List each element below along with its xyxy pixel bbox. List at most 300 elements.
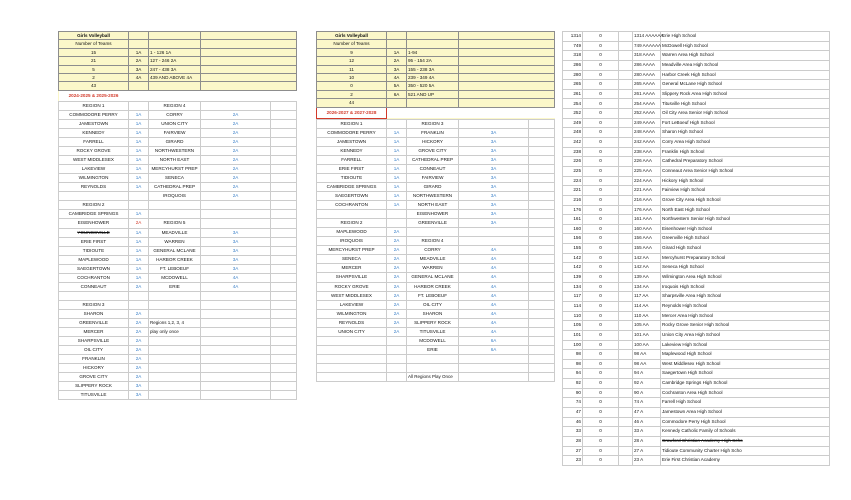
school-name <box>149 210 201 219</box>
cell <box>529 155 555 164</box>
class-label: 2A <box>387 237 407 246</box>
note-text: Regions 1,2, 3, 4 <box>149 318 201 327</box>
team-count-row <box>59 48 297 56</box>
region-row <box>59 138 297 147</box>
cell <box>619 60 633 70</box>
enrollment-row <box>563 359 830 369</box>
school-name: CORRY <box>149 110 201 119</box>
cell <box>387 32 407 40</box>
cell <box>271 318 297 327</box>
school-name: GIRARD <box>149 138 201 147</box>
class-label: 1A <box>129 156 149 165</box>
region-row <box>59 165 297 174</box>
class-key: 134 AA <box>633 282 661 292</box>
cell <box>619 340 633 350</box>
school-name: Commodore Perry High School <box>661 417 830 427</box>
school-name <box>317 345 387 354</box>
class-label: 3A <box>129 391 149 400</box>
class-label: 2A <box>387 273 407 282</box>
school-name: Grove City Area High School <box>661 195 830 205</box>
enrollment: 261 <box>563 89 583 99</box>
region-row <box>317 173 555 182</box>
enrollment-row <box>563 128 830 138</box>
school-name: Union City Area High School <box>661 330 830 340</box>
enrollment-row <box>563 80 830 90</box>
school-name: CONNEAUT <box>407 164 459 173</box>
cell <box>619 195 633 205</box>
cell <box>619 234 633 244</box>
region-row <box>317 327 555 336</box>
cell <box>459 82 555 90</box>
region-row <box>59 147 297 156</box>
region-row <box>59 309 297 318</box>
class-label: 3A <box>459 182 529 191</box>
enrollment: 286 <box>563 60 583 70</box>
region-row <box>59 119 297 128</box>
school-name: WILMINGTON <box>317 309 387 318</box>
school-name <box>149 373 201 382</box>
school-name: West Middlesex High School <box>661 359 830 369</box>
class-label: 3A <box>201 264 271 273</box>
school-name <box>59 192 129 201</box>
cell <box>619 407 633 417</box>
class-label: 2A <box>387 228 407 237</box>
region-row <box>59 355 297 364</box>
cell <box>271 183 297 192</box>
class-label: 2A <box>129 373 149 382</box>
cell <box>407 40 459 48</box>
enrollment: 98 <box>563 350 583 360</box>
region-heading: REGION 4 <box>149 101 201 110</box>
class-label <box>387 119 407 128</box>
cell <box>149 90 201 101</box>
region-row <box>317 246 555 255</box>
class-label <box>201 101 271 110</box>
cell <box>407 32 459 40</box>
zero-value: 0 <box>583 263 619 273</box>
school-name: ERIE FIRST <box>317 164 387 173</box>
cell <box>619 282 633 292</box>
class-label: 2A <box>201 138 271 147</box>
school-name: CATHEDRAL PREP <box>407 155 459 164</box>
cell <box>201 32 297 40</box>
class-label: 3A <box>459 146 529 155</box>
class-label: 1A <box>129 147 149 156</box>
class-key: 98 AA <box>633 359 661 369</box>
cell <box>271 373 297 382</box>
class-label: 1A <box>387 137 407 146</box>
class-key: 139 AA <box>633 273 661 283</box>
enrollment: 23 <box>563 456 583 466</box>
zero-value: 0 <box>583 330 619 340</box>
class-label: 2A <box>129 309 149 318</box>
cell <box>529 318 555 327</box>
team-count: 21 <box>59 57 129 65</box>
school-name: MEADVILLE <box>407 255 459 264</box>
cell <box>271 101 297 110</box>
school-name <box>149 382 201 391</box>
cell <box>459 48 555 56</box>
class-key: 156 AAA <box>633 234 661 244</box>
team-count-row <box>59 74 297 82</box>
cell <box>529 237 555 246</box>
class-label <box>459 119 529 128</box>
number-of-teams-label: Number of Teams <box>317 40 387 48</box>
enrollment: 252 <box>563 109 583 119</box>
cell <box>271 147 297 156</box>
enrollment-range: 439 AND ABOVE 4A <box>149 74 201 82</box>
region-row <box>317 264 555 273</box>
school-name: ERIE FIRST <box>59 237 129 246</box>
class-key: 286 AAAA <box>633 60 661 70</box>
school-name: JAMESTOWN <box>59 119 129 128</box>
cell <box>529 327 555 336</box>
zero-value: 0 <box>583 128 619 138</box>
school-name: SAEGERTOWN <box>59 264 129 273</box>
cell <box>271 174 297 183</box>
region-row <box>59 391 297 400</box>
class-label: 1A <box>387 48 407 56</box>
class-label: 2A <box>129 346 149 355</box>
enrollment-row <box>563 407 830 417</box>
season-label: 2026-2027 & 2027-2028 <box>317 107 387 118</box>
school-name: MAPLEWOOD <box>317 228 387 237</box>
cell <box>619 417 633 427</box>
enrollment: 98 <box>563 359 583 369</box>
cell <box>619 70 633 80</box>
school-name <box>317 363 387 372</box>
school-name: FRANKLIN <box>407 128 459 137</box>
school-name: WILMINGTON <box>59 174 129 183</box>
region-heading: REGION 1 <box>59 101 129 110</box>
class-label: 2A <box>201 110 271 119</box>
region-row <box>59 255 297 264</box>
enrollment: 242 <box>563 138 583 148</box>
cell <box>529 291 555 300</box>
zero-value: 0 <box>583 118 619 128</box>
class-label: 1A <box>129 210 149 219</box>
enrollment: 134 <box>563 282 583 292</box>
school-name: HARBOR CREEK <box>407 282 459 291</box>
enrollment: 114 <box>563 301 583 311</box>
cell <box>271 337 297 346</box>
cell <box>529 300 555 309</box>
cell <box>619 456 633 466</box>
team-count: 12 <box>317 57 387 65</box>
team-count: 9 <box>317 48 387 56</box>
school-name: TIDIOUTE <box>59 246 129 255</box>
region-row <box>59 346 297 355</box>
class-label <box>201 355 271 364</box>
enrollment-row <box>563 244 830 254</box>
class-label <box>129 82 149 90</box>
class-key: 238 AAA <box>633 147 661 157</box>
school-name: Jamestown Area High School <box>661 407 830 417</box>
school-name: Mercyhurst Preparatory School <box>661 253 830 263</box>
class-label <box>201 201 271 210</box>
class-label <box>129 201 149 210</box>
enrollment-row <box>563 51 830 61</box>
school-name: REYNOLDS <box>317 318 387 327</box>
cell <box>271 309 297 318</box>
school-name: FARRELL <box>317 155 387 164</box>
cell <box>201 65 297 73</box>
enrollment-range: 1-94 <box>407 48 459 56</box>
class-label: 1A <box>129 246 149 255</box>
class-label: 4A <box>201 282 271 291</box>
region-row <box>59 219 297 228</box>
cell <box>529 372 555 381</box>
enrollment: 160 <box>563 224 583 234</box>
region-row <box>317 345 555 354</box>
school-name: Oil City Area Senior High School <box>661 109 830 119</box>
enrollment-row <box>563 60 830 70</box>
zero-value: 0 <box>583 456 619 466</box>
zero-value: 0 <box>583 157 619 167</box>
enrollment-row <box>563 205 830 215</box>
cell <box>529 264 555 273</box>
enrollment-row <box>563 166 830 176</box>
enrollment: 101 <box>563 330 583 340</box>
class-label <box>459 237 529 246</box>
school-name: MERCYHURST PREP <box>149 165 201 174</box>
enrollment-table <box>562 31 830 466</box>
enrollment-row <box>563 436 830 446</box>
team-count-row <box>317 48 555 56</box>
school-name: MCDOWELL <box>407 336 459 345</box>
class-key: 46 A <box>633 417 661 427</box>
zero-value: 0 <box>583 205 619 215</box>
school-name <box>149 300 201 309</box>
school-name: EISENHOWER <box>59 219 129 228</box>
school-name: COCHRANTON <box>59 273 129 282</box>
team-count-row <box>59 65 297 73</box>
cell <box>271 273 297 282</box>
team-count: 5 <box>59 65 129 73</box>
region-row <box>59 300 297 309</box>
class-label: 2A <box>129 328 149 337</box>
school-name <box>149 291 201 300</box>
class-key: 254 AAAA <box>633 99 661 109</box>
region-row <box>59 192 297 201</box>
zero-value: 0 <box>583 166 619 176</box>
class-key: 23 A <box>633 456 661 466</box>
school-name: MERCER <box>317 264 387 273</box>
school-name: FT. LEBOEUF <box>149 264 201 273</box>
school-name: SHARON <box>407 309 459 318</box>
team-count-row <box>59 82 297 90</box>
region-heading: REGION 3 <box>59 300 129 309</box>
cell <box>619 292 633 302</box>
class-label <box>387 372 407 381</box>
school-name: MERCER <box>59 328 129 337</box>
cell <box>619 436 633 446</box>
enrollment-range: 127 - 246 2A <box>149 57 201 65</box>
header-title-row <box>59 32 297 40</box>
class-label: 2A <box>129 337 149 346</box>
cell <box>129 32 149 40</box>
cell <box>129 40 149 48</box>
region-row <box>317 228 555 237</box>
class-label: 2A <box>387 309 407 318</box>
class-key: 27 A <box>633 446 661 456</box>
class-label: 4A <box>459 264 529 273</box>
class-key: 117 AA <box>633 292 661 302</box>
cell <box>529 210 555 219</box>
region-row <box>317 192 555 201</box>
school-name: NORTHWESTERN <box>407 192 459 201</box>
zero-value: 0 <box>583 89 619 99</box>
school-name: Wilmington Area High School <box>661 273 830 283</box>
class-key: 176 AAA <box>633 205 661 215</box>
school-name: Fairview High School <box>661 186 830 196</box>
region-row <box>59 246 297 255</box>
enrollment: 33 <box>563 427 583 437</box>
region-row <box>59 237 297 246</box>
class-label: 3A <box>459 164 529 173</box>
region-table <box>316 119 555 382</box>
class-key: 248 AAAA <box>633 128 661 138</box>
cell <box>271 219 297 228</box>
zero-value: 0 <box>583 244 619 254</box>
enrollment-row <box>563 70 830 80</box>
school-name: Cathedral Preparatory School <box>661 157 830 167</box>
class-key: 28 A <box>633 436 661 446</box>
region-table <box>58 101 297 401</box>
class-label: 1A <box>129 174 149 183</box>
class-key: 216 AAA <box>633 195 661 205</box>
cell <box>271 300 297 309</box>
enrollment-row <box>563 195 830 205</box>
class-key: 242 AAAA <box>633 138 661 148</box>
zero-value: 0 <box>583 224 619 234</box>
school-name: Eisenhower High School <box>661 224 830 234</box>
zero-value: 0 <box>583 282 619 292</box>
school-name: LAKEVIEW <box>317 300 387 309</box>
school-name: MAPLEWOOD <box>59 255 129 264</box>
class-label <box>201 328 271 337</box>
region-row <box>317 128 555 137</box>
cell <box>529 146 555 155</box>
zero-value: 0 <box>583 41 619 51</box>
zero-value: 0 <box>583 359 619 369</box>
class-key: 160 AAA <box>633 224 661 234</box>
class-label: 3A <box>201 237 271 246</box>
school-name: CONNEAUT <box>59 282 129 291</box>
class-label: 2A <box>201 128 271 137</box>
region-row <box>59 273 297 282</box>
cell <box>271 255 297 264</box>
cell <box>619 330 633 340</box>
season-row <box>317 107 555 118</box>
cell <box>619 263 633 273</box>
region-row <box>59 264 297 273</box>
class-label: 4A <box>459 255 529 264</box>
class-label: 6A <box>459 345 529 354</box>
school-name: SHARPSVILLE <box>59 337 129 346</box>
school-name <box>317 354 387 363</box>
school-name: COMMODORE PERRY <box>59 110 129 119</box>
class-key: 224 AAA <box>633 176 661 186</box>
region-row <box>59 101 297 110</box>
class-label <box>387 336 407 345</box>
class-label: 2A <box>387 57 407 65</box>
region-row <box>317 309 555 318</box>
school-name: MEADVILLE <box>149 228 201 237</box>
header-subtitle-row <box>59 40 297 48</box>
cell <box>529 246 555 255</box>
enrollment: 265 <box>563 80 583 90</box>
enrollment: 155 <box>563 244 583 254</box>
school-name: SENECA <box>317 255 387 264</box>
class-key: 155 AAA <box>633 244 661 254</box>
zero-value: 0 <box>583 70 619 80</box>
class-label: 2A <box>387 255 407 264</box>
school-name: Warren Area High School <box>661 51 830 61</box>
cell <box>619 186 633 196</box>
cell <box>619 128 633 138</box>
class-label <box>129 101 149 110</box>
region-row <box>59 337 297 346</box>
zero-value: 0 <box>583 60 619 70</box>
class-label <box>387 99 407 107</box>
team-count: 0 <box>317 82 387 90</box>
school-name: Erie High School <box>661 32 830 42</box>
class-label: 2A <box>387 327 407 336</box>
school-name: Sharpsville Area High School <box>661 292 830 302</box>
cell <box>529 219 555 228</box>
enrollment-row <box>563 138 830 148</box>
cell <box>529 119 555 128</box>
region-row <box>317 119 555 128</box>
school-name: North East High School <box>661 205 830 215</box>
class-label: 1A <box>387 192 407 201</box>
enrollment: 318 <box>563 51 583 61</box>
school-name: KENNEDY <box>317 146 387 155</box>
zero-value: 0 <box>583 446 619 456</box>
region-row <box>59 291 297 300</box>
enrollment-row <box>563 176 830 186</box>
enrollment: 139 <box>563 273 583 283</box>
school-name <box>149 346 201 355</box>
school-name: TITUSVILLE <box>59 391 129 400</box>
cell <box>271 201 297 210</box>
class-label: 2A <box>201 119 271 128</box>
zero-value: 0 <box>583 234 619 244</box>
class-label <box>201 391 271 400</box>
school-name: SAEGERTOWN <box>317 192 387 201</box>
school-name: CATHEDRAL PREP <box>149 183 201 192</box>
school-name: HICKORY <box>407 137 459 146</box>
class-label: 3A <box>201 228 271 237</box>
zero-value: 0 <box>583 147 619 157</box>
school-name: Titusville High School <box>661 99 830 109</box>
class-label: 4A <box>459 273 529 282</box>
enrollment-range <box>407 99 459 107</box>
region-row <box>59 183 297 192</box>
cell <box>201 57 297 65</box>
class-label <box>129 300 149 309</box>
region-row <box>59 318 297 327</box>
enrollment-row <box>563 89 830 99</box>
class-key: 100 AA <box>633 340 661 350</box>
enrollment: 161 <box>563 215 583 225</box>
school-name <box>59 291 129 300</box>
cell <box>271 138 297 147</box>
cell <box>201 40 297 48</box>
enrollment: 226 <box>563 157 583 167</box>
class-label: 3A <box>201 255 271 264</box>
